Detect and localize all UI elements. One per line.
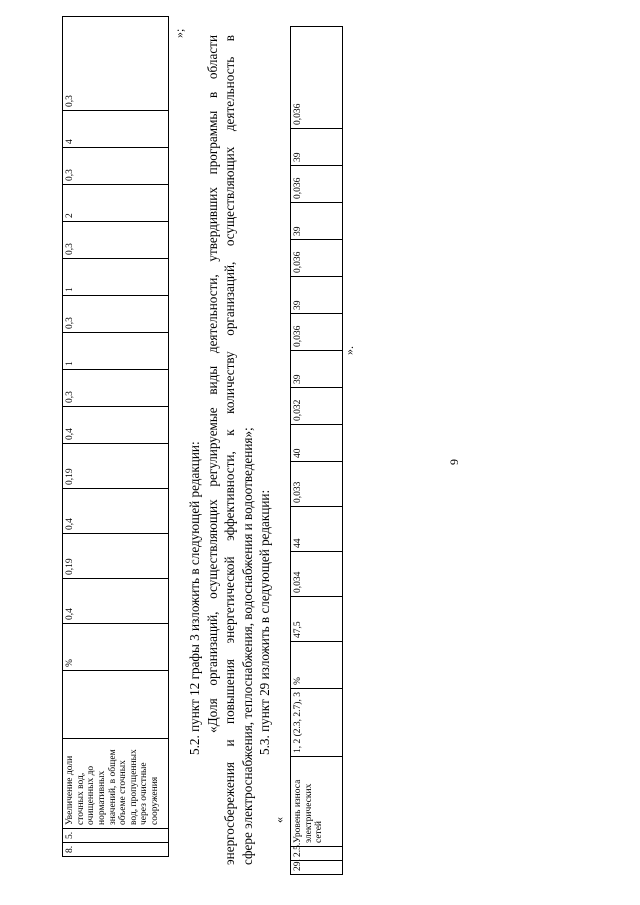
page-number: 9 bbox=[447, 459, 461, 465]
cell-number: 29. bbox=[291, 861, 343, 875]
cell-value: 0,036 bbox=[291, 27, 343, 129]
cell-value: 0,034 bbox=[291, 552, 343, 597]
cell-value: 0,4 bbox=[63, 579, 169, 624]
table2-close-mark: ». bbox=[342, 346, 356, 355]
cell-indicator-name: Увеличение доли сточных вод, очищенных до нормативных значений, в общем объеме сточных вод, пропущенных через очистные сооружения bbox=[63, 739, 169, 829]
paragraph-5-2: 5.2. пункт 12 графы 3 изложить в следующей редакции: bbox=[187, 441, 202, 755]
cell-value: 39 bbox=[291, 277, 343, 314]
cell-value: 0,4 bbox=[63, 407, 169, 444]
cell-value: 0,3 bbox=[63, 370, 169, 407]
cell-value: 0,036 bbox=[291, 314, 343, 351]
cell-value: 0,19 bbox=[63, 444, 169, 489]
cell-value: 40 bbox=[291, 425, 343, 462]
table-row bbox=[63, 17, 169, 857]
cell-value: 4 bbox=[63, 111, 169, 148]
cell-value: 39 bbox=[291, 129, 343, 166]
cell-value: 0,4 bbox=[63, 489, 169, 534]
cell-unit: % bbox=[63, 624, 169, 671]
cell-value: 39 bbox=[291, 203, 343, 240]
cell-value: 0,032 bbox=[291, 388, 343, 425]
cell-code: 5. bbox=[63, 829, 169, 843]
cell-value: 39 bbox=[291, 351, 343, 388]
cell-value: 0,3 bbox=[63, 17, 169, 111]
cell-unit: % bbox=[291, 642, 343, 689]
paragraph-definition-line-3: сфере электроснабжения, теплоснабжения, водоснабжения и водоотведения»; bbox=[240, 427, 255, 865]
cell-indicator-name: Уровень износа электрических сетей bbox=[291, 757, 343, 847]
cell-value: 47,5 bbox=[291, 597, 343, 642]
cell-code: 2.5. bbox=[291, 847, 343, 861]
cell-value: 0,036 bbox=[291, 240, 343, 277]
cell-value: 2 bbox=[63, 185, 169, 222]
cell-value: 0,033 bbox=[291, 462, 343, 507]
cell-goal bbox=[63, 671, 169, 739]
indicators-table-row-8 bbox=[62, 16, 169, 857]
cell-value: 0,3 bbox=[63, 148, 169, 185]
cell-goal: 1, 2 (2.3, 2.7), 3 bbox=[291, 689, 343, 757]
indicators-table-row-29 bbox=[290, 26, 343, 875]
cell-value: 1 bbox=[63, 333, 169, 370]
cell-value: 1 bbox=[63, 259, 169, 296]
paragraph-definition-line-1: «Доля организаций, осуществляющих регулируемые виды деятельности, утвердивших программы в области bbox=[205, 35, 220, 733]
cell-value: 44 bbox=[291, 507, 343, 552]
cell-number: 8. bbox=[63, 843, 169, 857]
cell-value: 0,3 bbox=[63, 296, 169, 333]
table-row bbox=[291, 27, 343, 875]
paragraph-definition-line-2: энергосбережения и повышения энергетической эффективности, к количеству организаций, осуществляющих деятельность в bbox=[222, 35, 237, 865]
cell-value: 0,19 bbox=[63, 534, 169, 579]
cell-value: 0,036 bbox=[291, 166, 343, 203]
cell-value: 0,3 bbox=[63, 222, 169, 259]
table1-close-mark: »; bbox=[172, 28, 186, 38]
paragraph-5-3: 5.3. пункт 29 изложить в следующей редакции: bbox=[257, 489, 272, 755]
open-quote-mark: « bbox=[272, 817, 286, 823]
